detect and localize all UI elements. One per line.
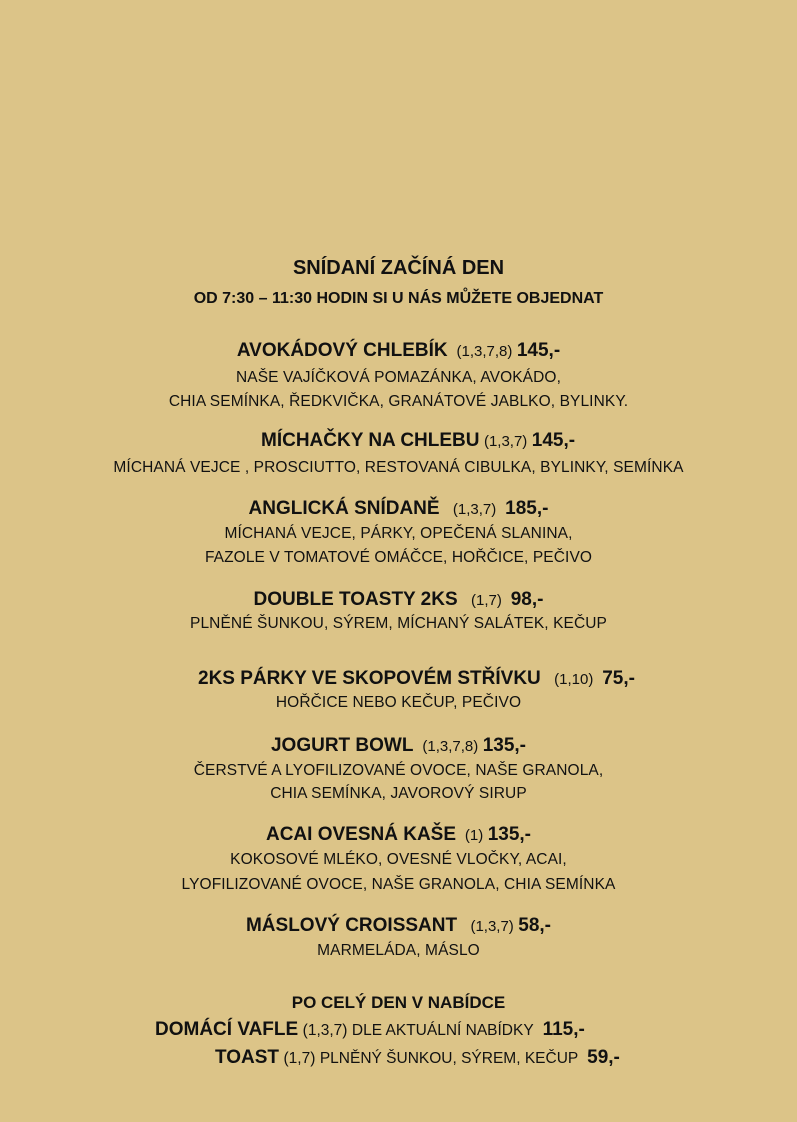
item-price: 59,- [587, 1047, 620, 1068]
item-allergens: (1,7) [283, 1050, 316, 1067]
item-name: DOMÁCÍ VAFLE [155, 1019, 299, 1040]
item-allergens: (1) [464, 827, 484, 844]
item-description: MARMELÁDA, MÁSLO [317, 942, 480, 959]
item-allergens: (1,3,7) [470, 918, 514, 935]
item-price: 115,- [542, 1019, 585, 1040]
item-name: MÍCHAČKY NA CHLEBU [261, 430, 480, 451]
item-allergens: (1,3,7) [302, 1022, 348, 1039]
all-day-title: PO CELÝ DEN V NABÍDCE [291, 993, 506, 1012]
item-price: 185,- [505, 498, 549, 519]
item-allergens: (1,10) [554, 671, 594, 688]
item-allergens: (1,3,7) [452, 501, 497, 518]
item-description: DLE AKTUÁLNÍ NABÍDKY [351, 1022, 534, 1039]
item-name: DOUBLE TOASTY 2KS [253, 589, 458, 610]
item-description: MÍCHANÁ VEJCE , PROSCIUTTO, RESTOVANÁ CIBULKA, BYLINKY, SEMÍNKA [113, 459, 684, 476]
item-description: MÍCHANÁ VEJCE, PÁRKY, OPEČENÁ SLANINA, [224, 525, 573, 542]
all-day-item-vafle [155, 1019, 585, 1041]
item-price: 98,- [510, 589, 544, 610]
item-name: AVOKÁDOVÝ CHLEBÍK [236, 340, 448, 361]
item-allergens: (1,7) [470, 592, 502, 609]
menu-title: SNÍDANÍ ZAČÍNÁ DEN [292, 257, 505, 279]
all-day-item-toast [215, 1047, 620, 1069]
item-name: 2KS PÁRKY VE SKOPOVÉM STŘÍVKU [198, 668, 541, 689]
item-description: KOKOSOVÉ MLÉKO, OVESNÉ VLOČKY, ACAI, [230, 851, 567, 868]
item-description: LYOFILIZOVANÉ OVOCE, NAŠE GRANOLA, CHIA SEMÍNKA [181, 876, 616, 893]
item-allergens: (1,3,7,8) [456, 343, 513, 360]
menu-item-double-toasty [0, 589, 797, 611]
menu-item-parky [198, 668, 635, 690]
item-description: ČERSTVÉ A LYOFILIZOVANÉ OVOCE, NAŠE GRANOLA, [193, 762, 604, 779]
menu-item-maslovy-croissant [0, 915, 797, 937]
item-name: MÁSLOVÝ CROISSANT [245, 915, 458, 936]
menu-subtitle: OD 7:30 – 11:30 HODIN SI U NÁS MŮŽETE OBJEDNAT [193, 290, 604, 307]
item-price: 145,- [516, 340, 561, 361]
item-price: 58,- [518, 915, 552, 936]
item-price: 135,- [482, 735, 527, 756]
item-price: 145,- [531, 430, 576, 451]
item-description: CHIA SEMÍNKA, ŘEDKVIČKA, GRANÁTOVÉ JABLKO, BYLINKY. [168, 393, 629, 410]
item-allergens: (1,3,7) [483, 433, 528, 450]
menu-item-michacky-na-chlebu [261, 430, 575, 452]
menu-item-avokadovy-chlebik [0, 340, 797, 362]
item-description: PLNĚNÝ ŠUNKOU, SÝREM, KEČUP [319, 1050, 579, 1067]
menu-item-anglicka-snidane [0, 498, 797, 520]
menu-item-jogurt-bowl [0, 735, 797, 757]
item-description: CHIA SEMÍNKA, JAVOROVÝ SIRUP [270, 785, 527, 802]
item-description: HOŘČICE NEBO KEČUP, PEČIVO [275, 694, 522, 711]
item-allergens: (1,3,7,8) [422, 738, 479, 755]
item-name: ANGLICKÁ SNÍDANĚ [248, 498, 440, 519]
item-description: FAZOLE V TOMATOVÉ OMÁČCE, HOŘČICE, PEČIVO [204, 549, 593, 566]
item-description: PLNĚNÉ ŠUNKOU, SÝREM, MÍCHANÝ SALÁTEK, KEČUP [190, 615, 607, 632]
item-name: JOGURT BOWL [270, 735, 414, 756]
item-name: ACAI OVESNÁ KAŠE [265, 824, 457, 845]
item-price: 135,- [487, 824, 532, 845]
menu-item-acai-ovesna-kase [0, 824, 797, 846]
item-name: TOAST [215, 1047, 280, 1068]
item-description: NAŠE VAJÍČKOVÁ POMAZÁNKA, AVOKÁDO, [236, 369, 561, 386]
item-price: 75,- [602, 668, 635, 689]
